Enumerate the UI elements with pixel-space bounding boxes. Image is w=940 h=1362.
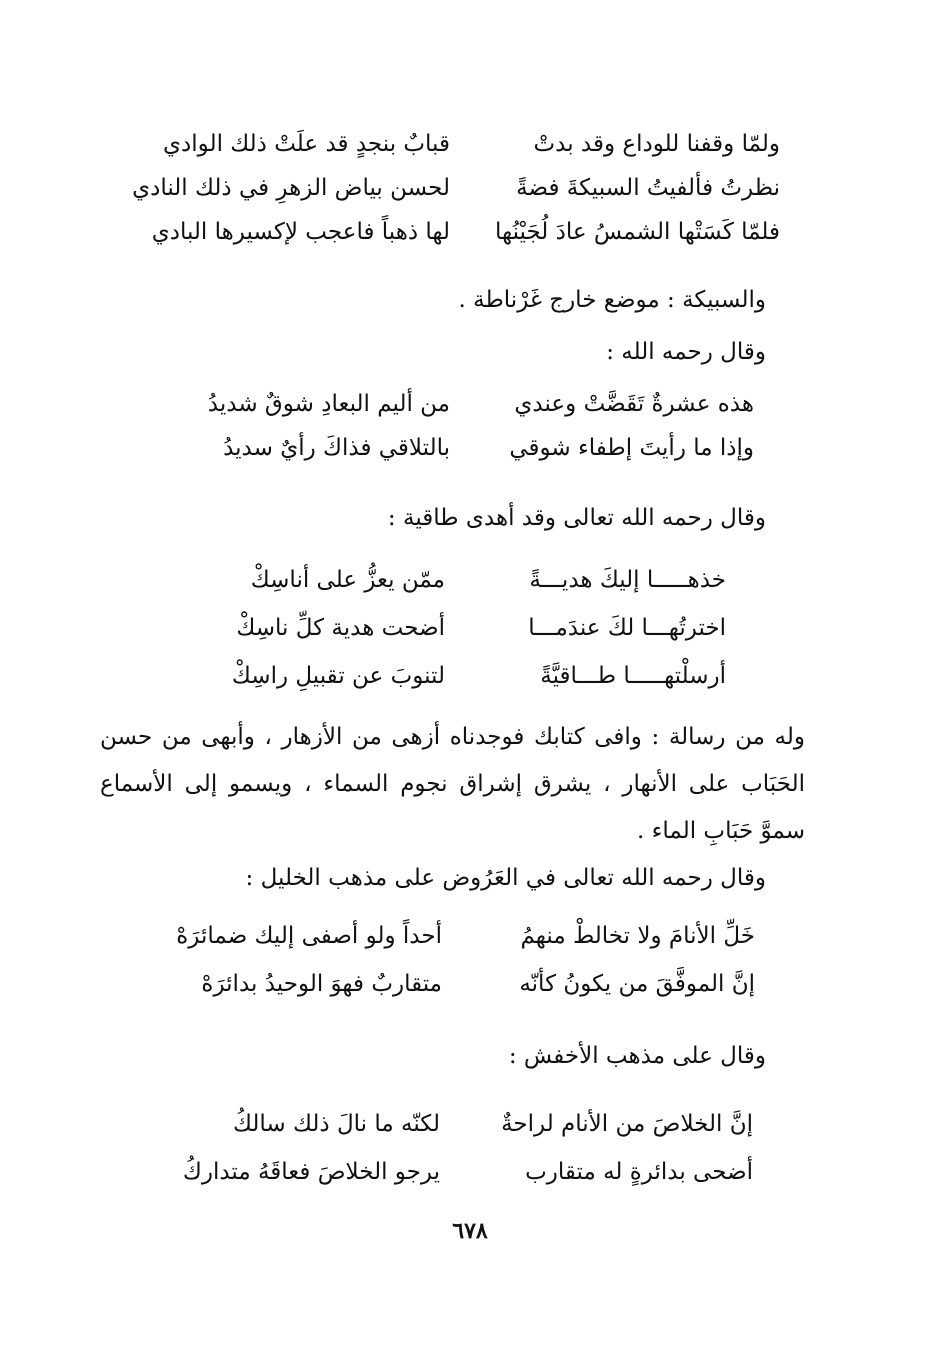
- verse: [0, 122, 940, 166]
- verse-second-hemistich: لكنّه ما نالَ ذلك سالكُ: [233, 1111, 440, 1137]
- verse: [0, 1150, 940, 1194]
- poem-intro: وقال رحمه الله تعالى في العَرُوض على مذهب الخليل :: [245, 865, 766, 891]
- verse: [0, 914, 940, 958]
- verse-second-hemistich: من أليم البعادِ شوقٌ شديدُ: [207, 391, 450, 417]
- poem-intro: وقال على مذهب الأخفش :: [508, 1043, 766, 1069]
- verse-second-hemistich: أحداً ولو أصفى إليك ضمائرَهْ: [176, 923, 442, 949]
- verse-first-hemistich: إنَّ الموفَّقَ من يكونُ كأنّه: [519, 971, 755, 997]
- prose-letter: وله من رسالة : وافى كتابك فوجدناه أزهى من الأزهار ، وأبهى من حسن الحَبَاب على الأنهار ، يشرق إشراق نجوم السماء ، ويسمو إلى الأسماع سموَّ حَبَابِ الماء .: [100, 724, 805, 844]
- verse-second-hemistich: أضحت هدية كلِّ ناسِكْ: [236, 615, 445, 641]
- verse-second-hemistich: لتنوبَ عن تقبيلِ راسِكْ: [231, 663, 445, 689]
- verse: [0, 1102, 940, 1146]
- verse-first-hemistich: خذهـــــا إليكَ هديـــةً: [529, 567, 726, 593]
- verse: [0, 558, 940, 602]
- verse-second-hemistich: بالتلاقي فذاكَ رأيٌ سديدُ: [223, 435, 450, 461]
- verse: [0, 210, 940, 254]
- verse-first-hemistich: نظرتُ فألفيتُ السبيكةَ فضةً: [516, 175, 780, 201]
- verse-first-hemistich: أضحى بدائرةٍ له متقارب: [525, 1159, 753, 1185]
- footnote-sabika: والسبيكة : موضع خارج غَرْناطة .: [458, 287, 766, 313]
- verse-first-hemistich: إنَّ الخلاصَ من الأنام لراحةٌ: [501, 1111, 753, 1137]
- verse-second-hemistich: لحسن بياض الزهرِ في ذلك النادي: [132, 175, 450, 201]
- poem-intro: وقال رحمه الله :: [606, 339, 766, 365]
- verse-second-hemistich: قبابٌ بنجدٍ قد علَتْ ذلك الوادي: [163, 131, 450, 157]
- verse-second-hemistich: لها ذهباً فاعجب لإكسيرها البادي: [151, 219, 450, 245]
- verse: [0, 382, 940, 426]
- verse-second-hemistich: يرجو الخلاصَ فعاقَهُ متداركُ: [182, 1159, 440, 1185]
- verse-first-hemistich: اخترتُهـــا لكَ عندَمـــا: [528, 615, 726, 641]
- verse-first-hemistich: أرسلْتهـــــا طـــاقيَّةً: [540, 663, 726, 689]
- page-number: ٦٧٨: [452, 1218, 488, 1244]
- poem-intro: وقال رحمه الله تعالى وقد أهدى طاقية :: [387, 505, 766, 531]
- verse-second-hemistich: متقاربٌ فهوَ الوحيدُ بدائرَهْ: [201, 971, 442, 997]
- verse-second-hemistich: ممّن يعزُّ على أناسِكْ: [250, 567, 445, 593]
- verse: [0, 962, 940, 1006]
- verse-first-hemistich: ولمّا وقفنا للوداع وقد بدتْ: [533, 131, 780, 157]
- verse: [0, 426, 940, 470]
- verse-first-hemistich: وإذا ما رأيتَ إطفاء شوقي: [509, 435, 754, 461]
- verse: [0, 166, 940, 210]
- verse-first-hemistich: هذه عشرةٌ تَقَضَّتْ وعندي: [514, 391, 754, 417]
- verse: [0, 606, 940, 650]
- verse: [0, 654, 940, 698]
- verse-first-hemistich: فلمّا كَسَتْها الشمسُ عادَ لُجَيْنُها: [494, 219, 780, 245]
- verse-first-hemistich: خَلِّ الأنامَ ولا تخالطْ منهمُ: [520, 923, 755, 949]
